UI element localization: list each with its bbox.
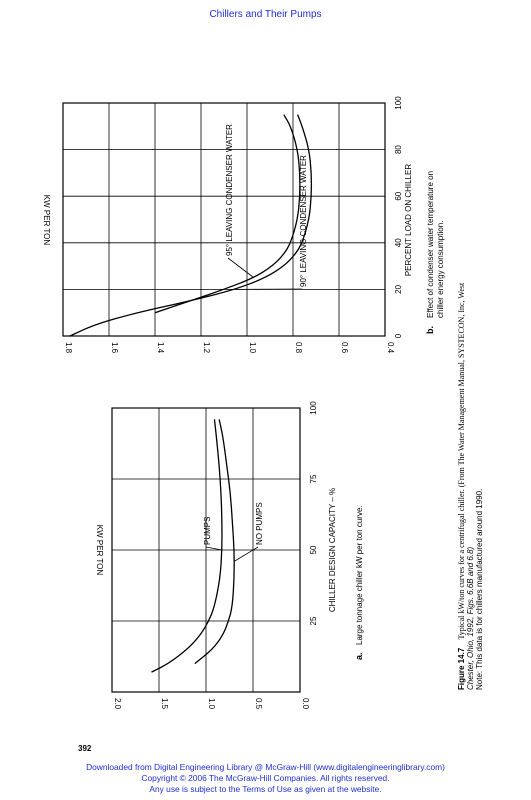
y-tick-label: 1.0 (248, 342, 257, 354)
curve-leader-line (228, 258, 254, 278)
chart-a-y-tick-labels (113, 698, 310, 710)
x-tick-label: 100 (309, 401, 318, 415)
series-line-1 (195, 419, 234, 663)
chart-b-x-axis-label: PERCENT LOAD ON CHILLER (404, 163, 413, 277)
y-tick-label: 1.6 (110, 342, 119, 354)
chart-a-y-axis-label: KW PER TON (95, 524, 104, 576)
subtitle-line-1: Effect of condenser water temperature on (426, 170, 435, 318)
y-tick-label: 0.4 (386, 342, 395, 354)
x-tick-label: 50 (309, 545, 318, 555)
y-tick-label: 1.2 (202, 342, 211, 354)
curve-leader-line (206, 547, 222, 550)
chart-b-series (70, 115, 312, 336)
y-tick-label: 1.4 (156, 342, 165, 354)
x-tick-label: 0 (394, 333, 403, 339)
x-tick-label: 20 (394, 284, 403, 294)
x-tick-label: 40 (394, 238, 403, 248)
page-number: 392 (78, 744, 92, 753)
figure-caption (457, 282, 484, 690)
y-tick-label: 1.5 (160, 698, 169, 710)
caption-line-2: Chester, Ohio, 1992, Figs. 6.6B and 6.8) (466, 546, 475, 690)
y-tick-label: 0.5 (254, 698, 263, 710)
running-header: Chillers and Their Pumps (209, 9, 322, 20)
chart-b-curve-labels (225, 124, 308, 290)
curve-leader-line (234, 547, 258, 561)
caption-text-line-1: Typical kW/ton curves for a centrifugal chiller. (From The Water Management Manual, SYSTECON, Inc, West (457, 282, 466, 640)
chart-b-panel-label: b. (425, 326, 435, 334)
chart-a-subtitle: Large tonnage chiller kW per ton curve. (355, 505, 364, 645)
curve-label: NO PUMPS (255, 502, 264, 545)
chart-b-gridlines (63, 103, 385, 336)
x-tick-label: 25 (309, 616, 318, 626)
chart-b-plot-frame (63, 103, 385, 336)
chart-a-x-axis-label: CHILLER DESIGN CAPACITY – % (328, 487, 337, 613)
curve-label: 95° LEAVING CONDENSER WATER (225, 124, 234, 256)
y-tick-label: 1.0 (207, 698, 216, 710)
y-tick-label: 0.6 (340, 342, 349, 354)
chart-b-y-tick-labels (64, 342, 395, 354)
x-tick-label: 60 (394, 191, 403, 201)
caption-figure-label: Figure 14.7 (457, 647, 466, 690)
footer-line-1[interactable]: Downloaded from Digital Engineering Library @ McGraw-Hill (www.digitalengineeringlibrary.com) (86, 762, 445, 772)
y-tick-label: 2.0 (113, 698, 122, 710)
series-line-1 (70, 115, 312, 336)
x-tick-label: 80 (394, 145, 403, 155)
chart-a-panel-label: a. (354, 652, 364, 660)
x-tick-label: 100 (394, 96, 403, 110)
y-tick-label: 0.0 (301, 698, 310, 710)
download-footer (0, 762, 531, 795)
footer-line-2: Copyright © 2006 The McGraw-Hill Companies. All rights reserved. (141, 773, 390, 783)
chart-b-x-tick-labels (394, 96, 403, 338)
chart-a-x-tick-labels (309, 401, 318, 626)
caption-line-1 (457, 282, 466, 690)
x-tick-label: 75 (309, 474, 318, 484)
chart-b-y-axis-label: KW PER TON (42, 194, 51, 246)
curve-label: PUMPS (203, 516, 212, 545)
y-tick-label: 0.8 (294, 342, 303, 354)
chart-panel-b (42, 96, 445, 354)
caption-note: Note: This data is for chillers manufactured around 1990. (475, 488, 484, 690)
chart-b-subtitle (426, 171, 445, 318)
chart-a-series (151, 419, 234, 672)
footer-line-3: Any use is subject to the Terms of Use as given at the website. (149, 784, 382, 794)
chart-panel-a (95, 401, 364, 710)
curve-label: 90° LEAVING CONDENSER WATER (299, 155, 308, 287)
subtitle-line-2: chiller energy consumption. (436, 220, 445, 318)
y-tick-label: 1.8 (64, 342, 73, 354)
chart-a-gridlines (112, 408, 300, 692)
